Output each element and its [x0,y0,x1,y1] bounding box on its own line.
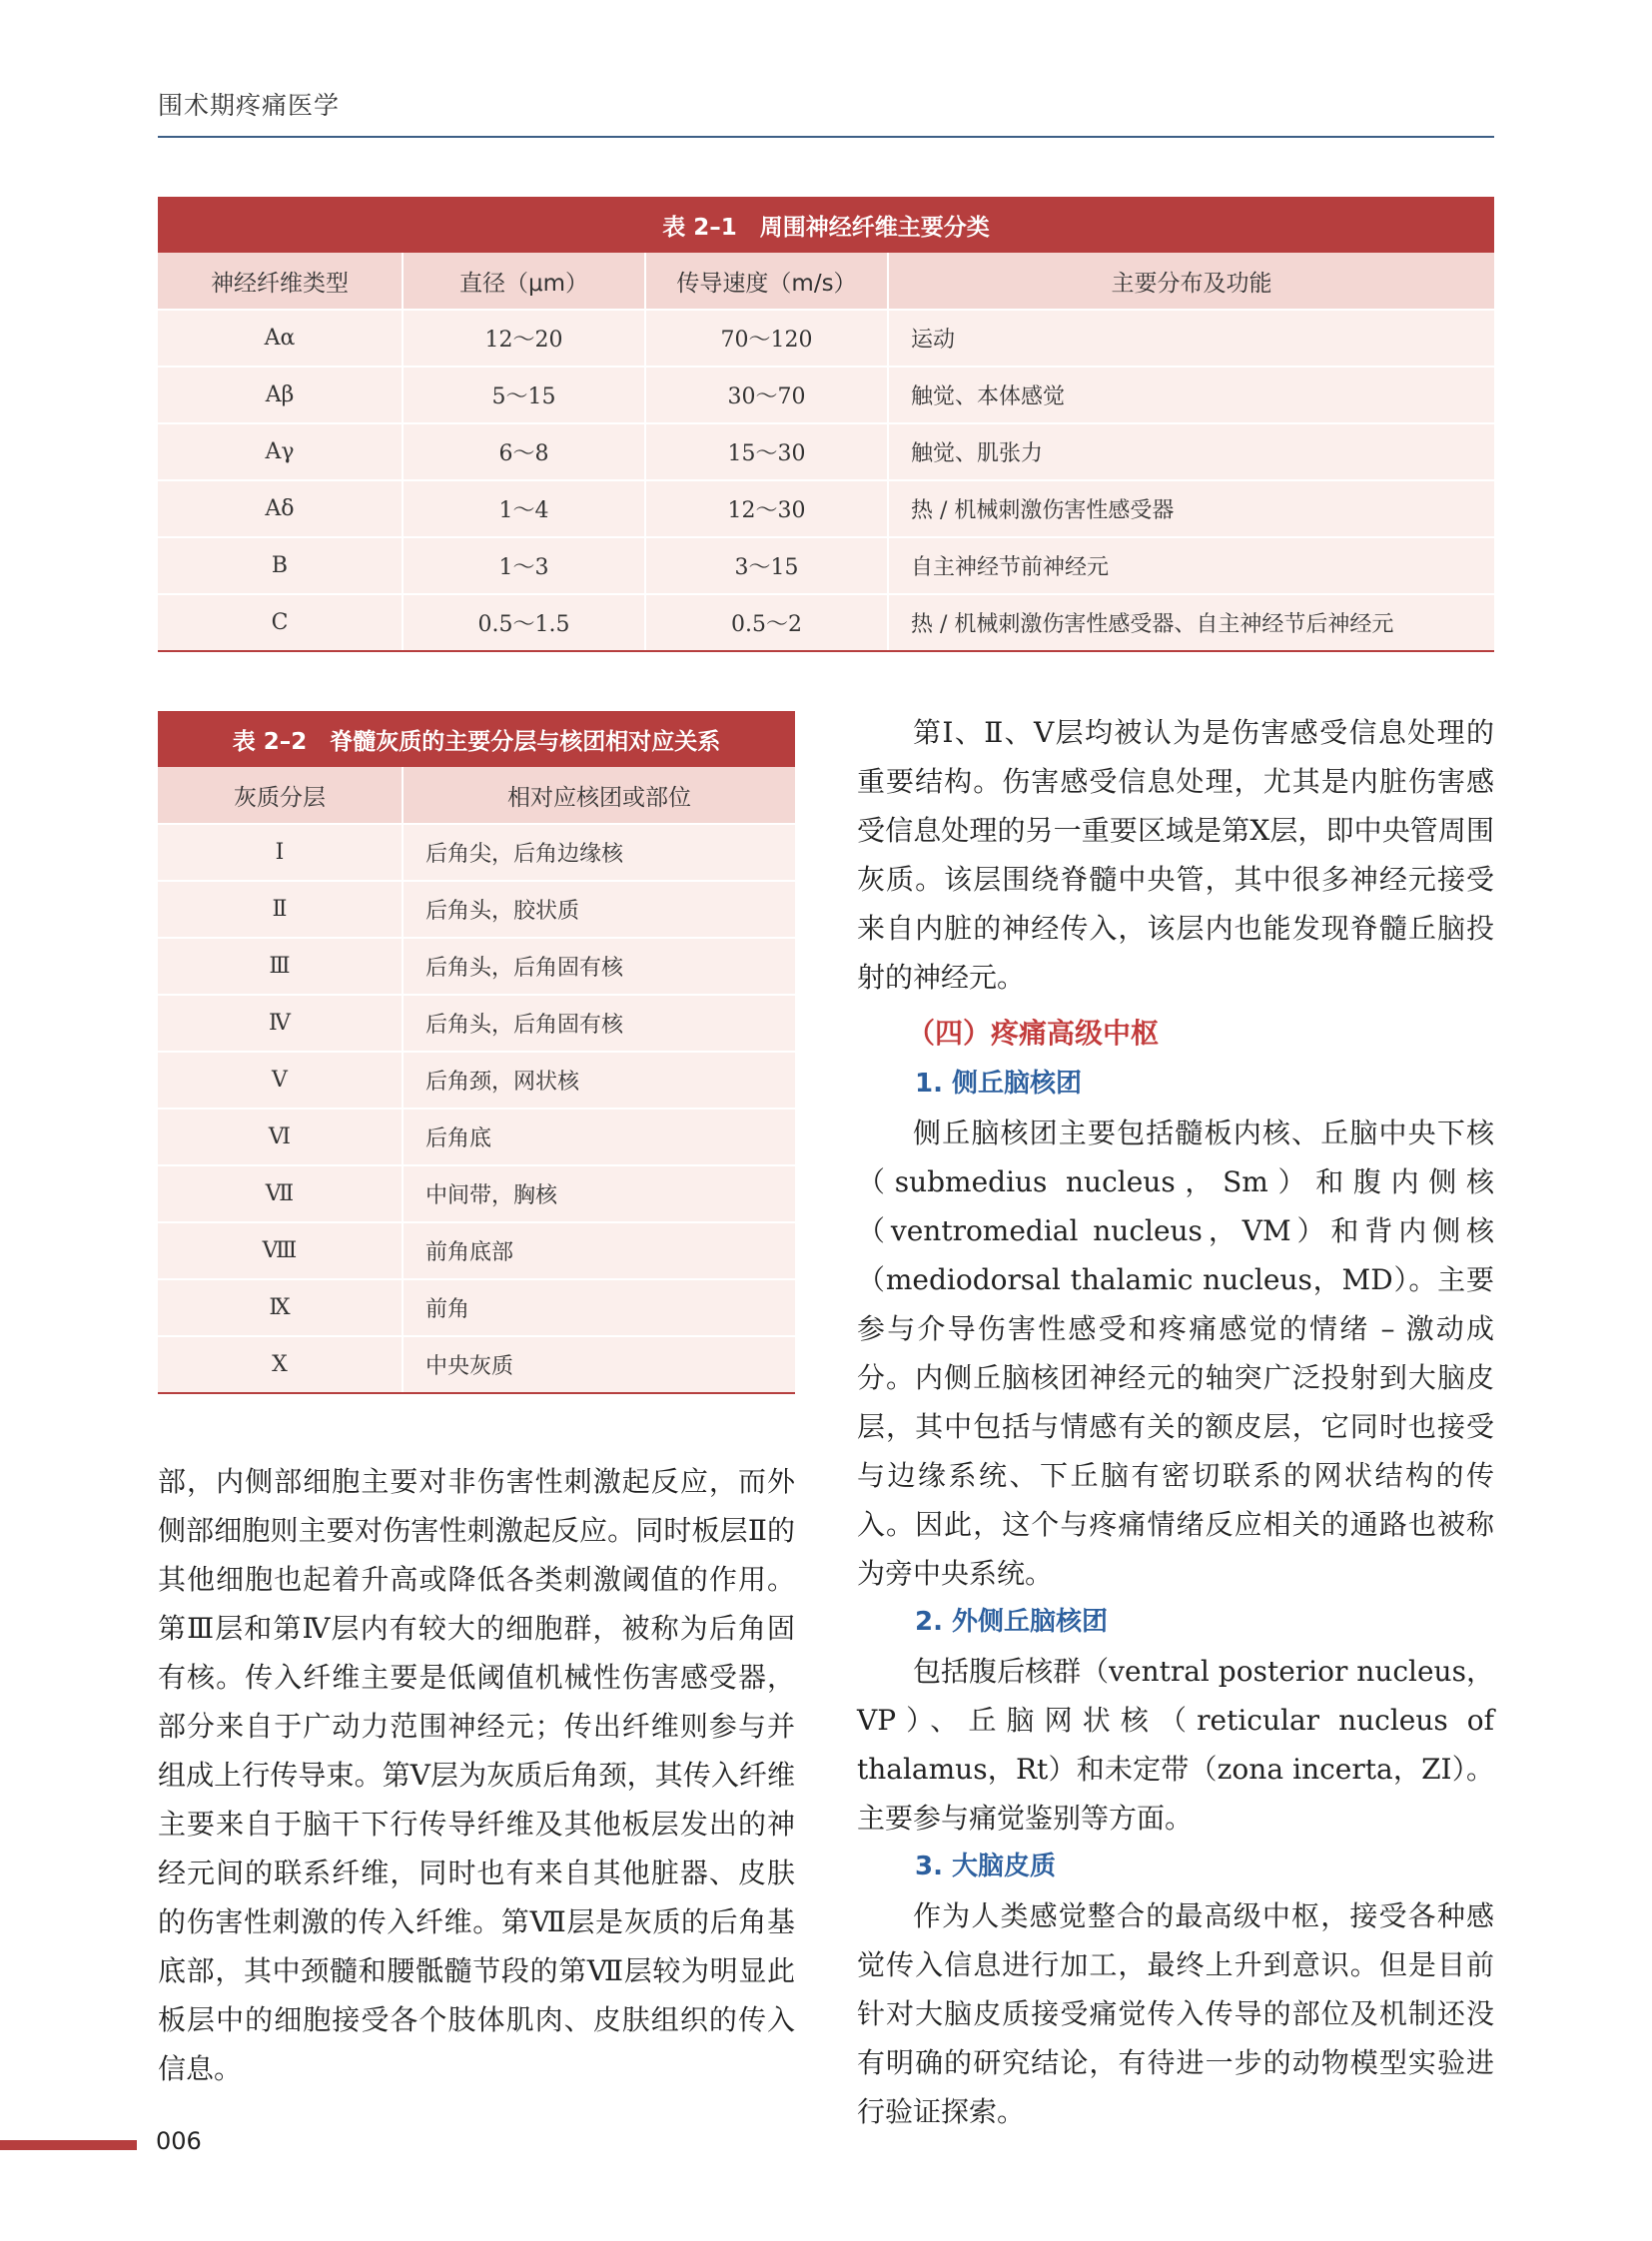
table-cell: 后角头，后角固有核 [403,995,795,1052]
column-header: 直径（μm） [403,253,645,310]
table-cell: 后角颈，网状核 [403,1052,795,1109]
table-cell: Ⅱ [158,881,403,938]
table-row [158,1109,795,1165]
table-cell: Ⅶ [158,1165,403,1222]
table-cell: 热 / 机械刺激伤害性感受器、自主神经节后神经元 [888,594,1494,651]
table-row [158,1222,795,1279]
table-row [158,824,795,881]
table-2-1 [158,197,1494,652]
left-column [158,1457,795,2093]
table-cell: 触觉、本体感觉 [888,367,1494,423]
table-row [158,537,1494,594]
table-2-2-header [158,767,795,824]
column-header: 主要分布及功能 [888,253,1494,310]
table-row [158,881,795,938]
body-paragraph: 第Ⅰ、Ⅱ、Ⅴ层均被认为是伤害感受信息处理的重要结构。伤害感受信息处理，尤其是内脏伤害感受信息处理的另一重要区域是第Ⅹ层，即中央管周围灰质。该层围绕脊髓中央管，其中很多神经元接受来自内脏的神经传入，该层内也能发现脊髓丘脑投射的神经元。 [857,716,1494,994]
table-cell: Ⅸ [158,1279,403,1336]
table-cell: 0.5～2 [645,594,888,651]
table-cell: 后角头，胶状质 [403,881,795,938]
table-cell: Ⅳ [158,995,403,1052]
table-cell: 前角 [403,1279,795,1336]
table-cell: Ⅲ [158,938,403,995]
table-cell: Aδ [158,480,403,537]
table-row [158,1052,795,1109]
table-row [158,480,1494,537]
table-cell: 30～70 [645,367,888,423]
section-heading: （四）疼痛高级中枢 [907,1017,1160,1050]
table-2-2 [158,711,795,1394]
table-row [158,1165,795,1222]
table-cell: Aα [158,310,403,367]
table-cell: Ⅰ [158,824,403,881]
table-cell: Ⅴ [158,1052,403,1109]
table-cell: 5～15 [403,367,645,423]
running-title: 围术期疼痛医学 [158,91,341,120]
table-2-2-caption: 表 2–2 脊髓灰质的主要分层与核团相对应关系 [158,711,795,767]
table-cell: 12～30 [645,480,888,537]
table-cell: 热 / 机械刺激伤害性感受器 [888,480,1494,537]
subsection-heading: 2. 外侧丘脑核团 [915,1607,1109,1637]
subsection-heading: 1. 侧丘脑核团 [915,1069,1083,1099]
column-header: 神经纤维类型 [158,253,403,310]
table-cell: 自主神经节前神经元 [888,537,1494,594]
body-paragraph: 作为人类感觉整合的最高级中枢，接受各种感觉传入信息进行加工，最终上升到意识。但是目前针对大脑皮质接受痛觉传入传导的部位及机制还没有明确的研究结论，有待进一步的动物模型实验进行验证探索。 [857,1899,1494,2128]
body-paragraph: 侧丘脑核团主要包括髓板内核、丘脑中央下核（submedius nucleus，Sm）和腹内侧核（ventromedial nucleus，VM）和背内侧核（mediodorsal thalamic nucleus，MD）。主要参与介导伤害性感受和疼痛感觉的情绪 – 激动成分。内侧丘脑核团神经元的轴突广泛投射到大脑皮层，其中包括与情感有关的额皮层，它同时也接受与边缘系统、下丘脑有密切联系的网状结构的传入。因此，这个与疼痛情绪反应相关的通路也被称为旁中央系统。 [857,1117,1494,1590]
table-cell: 1～4 [403,480,645,537]
table-cell: C [158,594,403,651]
table-cell: 1～3 [403,537,645,594]
table-cell: Aβ [158,367,403,423]
footer-accent-bar [0,2140,137,2150]
table-cell: Ⅵ [158,1109,403,1165]
table-row [158,310,1494,367]
table-cell: Ⅹ [158,1336,403,1393]
table-cell: 3～15 [645,537,888,594]
table-row [158,1336,795,1393]
table-cell: 触觉、肌张力 [888,423,1494,480]
table-cell: 运动 [888,310,1494,367]
table-cell: Aγ [158,423,403,480]
table-cell: B [158,537,403,594]
table-2-1-caption: 表 2–1 周围神经纤维主要分类 [158,197,1494,253]
column-header: 相对应核团或部位 [403,767,795,824]
table-cell: 12～20 [403,310,645,367]
table-row [158,594,1494,651]
table-cell: 后角尖，后角边缘核 [403,824,795,881]
table-cell: 0.5～1.5 [403,594,645,651]
subsection-heading: 3. 大脑皮质 [915,1852,1057,1881]
table-cell: Ⅷ [158,1222,403,1279]
body-paragraph: 部，内侧部细胞主要对非伤害性刺激起反应，而外侧部细胞则主要对伤害性刺激起反应。同时板层Ⅱ的其他细胞也起着升高或降低各类刺激阈值的作用。第Ⅲ层和第Ⅳ层内有较大的细胞群，被称为后角固有核。传入纤维主要是低阈值机械性伤害感受器，部分来自于广动力范围神经元；传出纤维则参与并组成上行传导束。第Ⅴ层为灰质后角颈，其传入纤维主要来自于脑干下行传导纤维及其他板层发出的神经元间的联系纤维，同时也有来自其他脏器、皮肤的伤害性刺激的传入纤维。第Ⅶ层是灰质的后角基底部，其中颈髓和腰骶髓节段的第Ⅶ层较为明显此板层中的细胞接受各个肢体肌肉、皮肤组织的传入信息。 [158,1465,795,2085]
table-cell: 中央灰质 [403,1336,795,1393]
table-row [158,367,1494,423]
table-2-1-header [158,253,1494,310]
right-column [857,708,1494,2136]
column-header: 灰质分层 [158,767,403,824]
table-row [158,423,1494,480]
column-header: 传导速度（m/s） [645,253,888,310]
table-cell: 15～30 [645,423,888,480]
table-row [158,938,795,995]
table-row [158,1279,795,1336]
page-number: 006 [156,2127,202,2155]
header-rule [158,136,1494,138]
table-cell: 70～120 [645,310,888,367]
table-cell: 6～8 [403,423,645,480]
table-cell: 中间带，胸核 [403,1165,795,1222]
body-paragraph: 包括腹后核群（ventral posterior nucleus，VP）、丘脑网状核（reticular nucleus of thalamus，Rt）和未定带（zona incerta，ZI）。主要参与痛觉鉴别等方面。 [857,1655,1494,1835]
table-cell: 后角头，后角固有核 [403,938,795,995]
table-cell: 后角底 [403,1109,795,1165]
table-row [158,995,795,1052]
table-cell: 前角底部 [403,1222,795,1279]
